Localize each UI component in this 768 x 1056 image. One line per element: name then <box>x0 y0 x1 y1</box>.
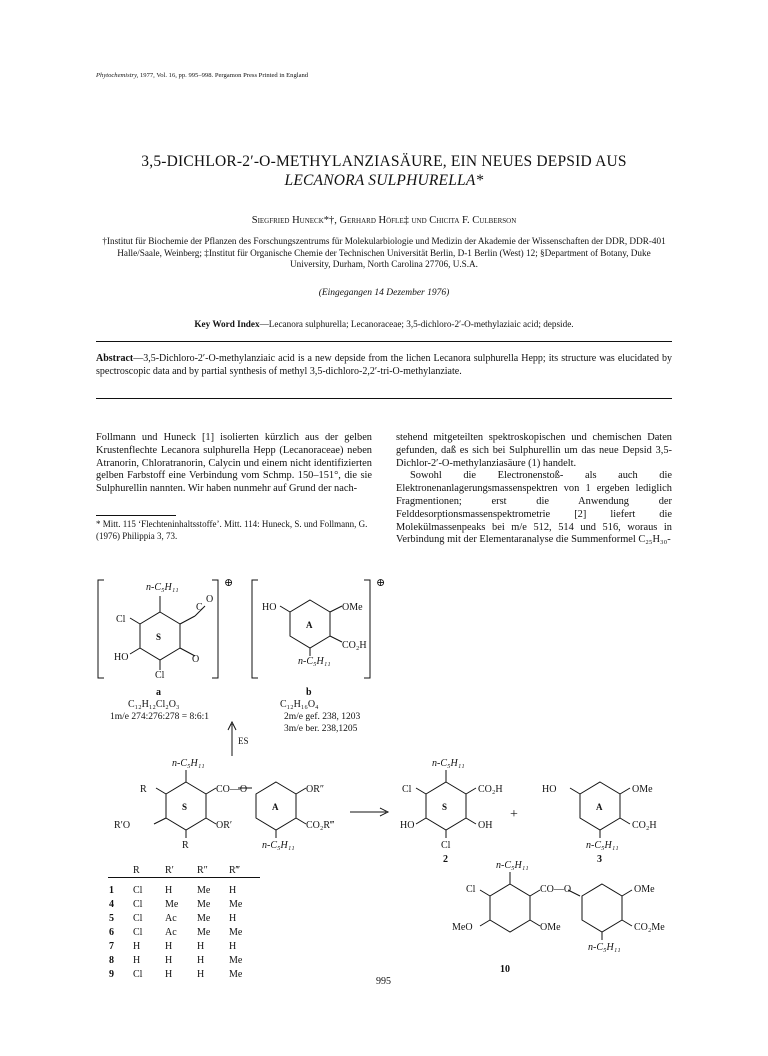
fragment-b-right-bracket <box>364 580 370 678</box>
svg-text:C: C <box>196 602 203 613</box>
table-body <box>108 884 260 982</box>
compound-10-label: 10 <box>500 964 510 975</box>
substituent-table <box>108 864 288 982</box>
svg-text:Cl: Cl <box>116 614 126 625</box>
svg-text:OH: OH <box>478 820 493 831</box>
svg-text:HO: HO <box>400 820 415 831</box>
citation-details: 1977, Vol. 16, pp. 995–998. Pergamon Press Printed in England <box>139 72 309 79</box>
svg-text:⊕: ⊕ <box>224 577 234 589</box>
substituent-cell: H <box>133 941 141 952</box>
footnote: * Mitt. 115 ‘Flechteninhaltsstoffe’. Mitt. 114: Huneck, S. und Follmann, G. (1976) Philippia 3, 73. <box>96 519 368 541</box>
substituent-cell: Me <box>229 927 243 938</box>
ring-compound-10-left <box>490 884 530 932</box>
body-right-paragraph-1: stehend mitgeteilten spektroskopischen und chemischen Daten gefunden, daß es sich bei Sulphurellin um das neue Depsid 3,5-Dichlor-2′-O-methylanziasäure (1) handelt. <box>396 432 672 469</box>
substituent-cell: Me <box>229 899 243 910</box>
svg-text:OMe: OMe <box>540 922 561 933</box>
compound-2-label: 2 <box>443 854 448 865</box>
svg-text:A: A <box>596 802 603 812</box>
substituent-cell: H <box>133 955 141 966</box>
svg-text:CO—O: CO—O <box>540 884 572 895</box>
svg-text:HO: HO <box>114 652 129 663</box>
svg-text:S: S <box>442 802 448 812</box>
substituent-cell: Me <box>197 927 211 938</box>
substituent-cell: Me <box>197 913 211 924</box>
fragment-a-left-bracket <box>98 580 104 678</box>
compound-number: 6 <box>109 927 114 938</box>
ring-compound-10-right <box>582 884 622 932</box>
substituent-cell: Ac <box>165 927 177 938</box>
table-row <box>108 968 260 982</box>
svg-text:OMe: OMe <box>632 784 653 795</box>
keyword-text: —Lecanora sulphurella; Lecanoraceae; 3,5-dichloro-2′-O-methylaziaic acid; depside. <box>259 319 574 329</box>
substituent-cell: H <box>165 969 173 980</box>
substituent-cell: Me <box>197 899 211 910</box>
substituent-cell: H <box>229 885 237 896</box>
substituent-cell: H <box>165 955 173 966</box>
svg-text:n-C₅H₁₁: n-C₅H₁₁ <box>496 860 529 871</box>
table-header-row: R R′ R″ R‴ <box>133 865 240 876</box>
svg-text:OMe: OMe <box>342 602 363 613</box>
substituent-cell: Me <box>165 899 179 910</box>
compound-number: 4 <box>109 899 114 910</box>
substituent-cell: Me <box>229 969 243 980</box>
fragment-b-left-bracket <box>252 580 258 678</box>
fragment-a-data: 1m/e 274:276:278 = 8:6:1 <box>110 712 210 722</box>
svg-text:CO₂R‴: CO₂R‴ <box>306 820 335 831</box>
table-row <box>108 926 260 940</box>
compound-number: 8 <box>109 955 114 966</box>
svg-text:Cl: Cl <box>466 884 476 895</box>
substituent-cell: Me <box>197 885 211 896</box>
substituent-cell: H <box>197 955 205 966</box>
fragment-b-label: b <box>306 687 312 698</box>
title-line-2: LECANORA SULPHURELLA* <box>284 172 484 189</box>
received-date: (Eingegangen 14 Dezember 1976) <box>318 288 450 298</box>
compound-number: 7 <box>109 941 114 952</box>
compound-number: 9 <box>109 969 114 980</box>
svg-text:CO₂H: CO₂H <box>632 820 657 831</box>
authors: Siegfried Huneck*†, Gerhard Höfle‡ und Chicita F. Culberson <box>251 215 517 226</box>
svg-text:n-C₅H₁₁: n-C₅H₁₁ <box>432 758 465 769</box>
svg-text:CO₂H: CO₂H <box>342 640 367 651</box>
svg-text:S: S <box>182 802 188 812</box>
body-right-paragraph-2: Sowohl die Electronenstoß- als auch die Elektronenanlagerungsmassenspektren von 1 ergeben lediglich Fragmentionen; erst die Anwendung der Felddesorptionsmassenspektrometrie [2] liefert die Molekülmassenpeaks bei m/e 512, 514 und 516, woraus in Verbindung mit der Elementaranalyse die Summenformel C₂₅H₃₀- <box>396 470 672 546</box>
substituent-cell: H <box>229 941 237 952</box>
svg-text:n-C₅H₁₁: n-C₅H₁₁ <box>262 840 295 851</box>
title-line-1: 3,5-DICHLOR-2′-O-METHYLANZIASÄURE, EIN NEUES DEPSID AUS <box>141 153 627 170</box>
svg-text:HO: HO <box>262 602 277 613</box>
substituent-cell: Cl <box>133 885 143 896</box>
keyword-label: Key Word Index <box>194 319 260 329</box>
substituent-cell: Ac <box>165 913 177 924</box>
svg-text:O: O <box>192 654 200 665</box>
svg-text:HO: HO <box>542 784 557 795</box>
fragment-a-formula: C₁₂H₁₂Cl₂O₃ <box>128 699 180 710</box>
svg-text:OR″: OR″ <box>306 784 325 795</box>
svg-text:MeO: MeO <box>452 922 473 933</box>
plus-sign: + <box>510 807 518 822</box>
substituent-table-grid <box>108 864 260 982</box>
svg-text:OR′: OR′ <box>216 820 233 831</box>
table-row <box>108 940 260 954</box>
svg-text:A: A <box>306 620 313 630</box>
svg-text:S: S <box>156 632 162 642</box>
affiliations: †Institut für Biochemie der Pflanzen des Forschungszentrums für Molekularbiologie und Medizin der Akademie der Wissenschaften der DDR, DDR-401 Halle/Saale, Weinberg; ‡Institut für Organische Chemie der Technischen Universität Berlin, D-1 Berlin (West) 12; §Department of Botany, Duke University, Durham, North Carolina 27706, U.S.A. <box>102 236 666 269</box>
table-row <box>108 912 260 926</box>
fragment-b-formula: C₁₂H₁₆O₄ <box>280 699 319 710</box>
svg-text:CO₂H: CO₂H <box>478 784 503 795</box>
substituent-cell: Me <box>229 955 243 966</box>
es-label: ES <box>238 736 249 746</box>
substituent-cell: H <box>165 941 173 952</box>
table-row <box>108 884 260 898</box>
svg-text:n-C₅H₁₁: n-C₅H₁₁ <box>586 840 619 851</box>
svg-text:Cl: Cl <box>441 840 451 851</box>
svg-text:CO₂Me: CO₂Me <box>634 922 665 933</box>
table-row <box>108 898 260 912</box>
abstract-text: —3,5-Dichloro-2′-O-methylanziaic acid is a new depside from the lichen Lecanora sulphurella Hepp; its structure was elucidated by spectroscopic data and by partial synthesis of methyl 3,5-dichloro-2,2′-tri-O-methylanziate. <box>96 353 672 377</box>
page-number: 995 <box>376 976 391 987</box>
svg-text:A: A <box>272 802 279 812</box>
svg-text:n-C₅H₁₁: n-C₅H₁₁ <box>146 582 179 593</box>
substituent-cell: H <box>229 913 237 924</box>
svg-text:OMe: OMe <box>634 884 655 895</box>
compound-number: 5 <box>109 913 114 924</box>
fragment-a-label: a <box>156 687 161 698</box>
svg-text:R: R <box>182 840 189 851</box>
compound-number: 1 <box>109 885 114 896</box>
substituent-cell: Cl <box>133 927 143 938</box>
svg-text:n-C₅H₁₁: n-C₅H₁₁ <box>298 656 331 667</box>
svg-text:Cl: Cl <box>402 784 412 795</box>
substituent-cell: H <box>197 941 205 952</box>
abstract-label: Abstract <box>96 353 134 364</box>
journal-name: Phytochemistry, <box>96 72 139 79</box>
body-left-column: Follmann und Huneck [1] isolierten kürzlich aus der gelben Krustenflechte Lecanora sulphurella Hepp (Lecanoraceae) neben Atranorin, Chloratranorin, Calycin und einem nicht identifizierten gelben Farbstoff eine Verbindung vom Schmp. 150–151°, die sie Sulphurellin nannten. Wir haben nunmehr auf Grund der nach- <box>96 432 372 495</box>
svg-text:R: R <box>140 784 147 795</box>
svg-text:⊕: ⊕ <box>376 577 386 589</box>
svg-text:n-C₅H₁₁: n-C₅H₁₁ <box>172 758 205 769</box>
svg-text:n-C₅H₁₁: n-C₅H₁₁ <box>588 942 621 953</box>
substituent-cell: Cl <box>133 913 143 924</box>
substituent-cell: H <box>197 969 205 980</box>
svg-text:R′O: R′O <box>114 820 131 831</box>
substituent-cell: H <box>165 885 173 896</box>
compound-3-label: 3 <box>597 854 602 865</box>
svg-text:O: O <box>206 594 214 605</box>
svg-text:Cl: Cl <box>155 670 165 681</box>
table-row <box>108 954 260 968</box>
fragment-b-data-2: 3m/e ber. 238,1205 <box>284 724 358 734</box>
svg-text:CO—O: CO—O <box>216 784 248 795</box>
fragment-b-data-1: 2m/e gef. 238, 1203 <box>284 712 361 722</box>
substituent-cell: Cl <box>133 969 143 980</box>
substituent-cell: Cl <box>133 899 143 910</box>
